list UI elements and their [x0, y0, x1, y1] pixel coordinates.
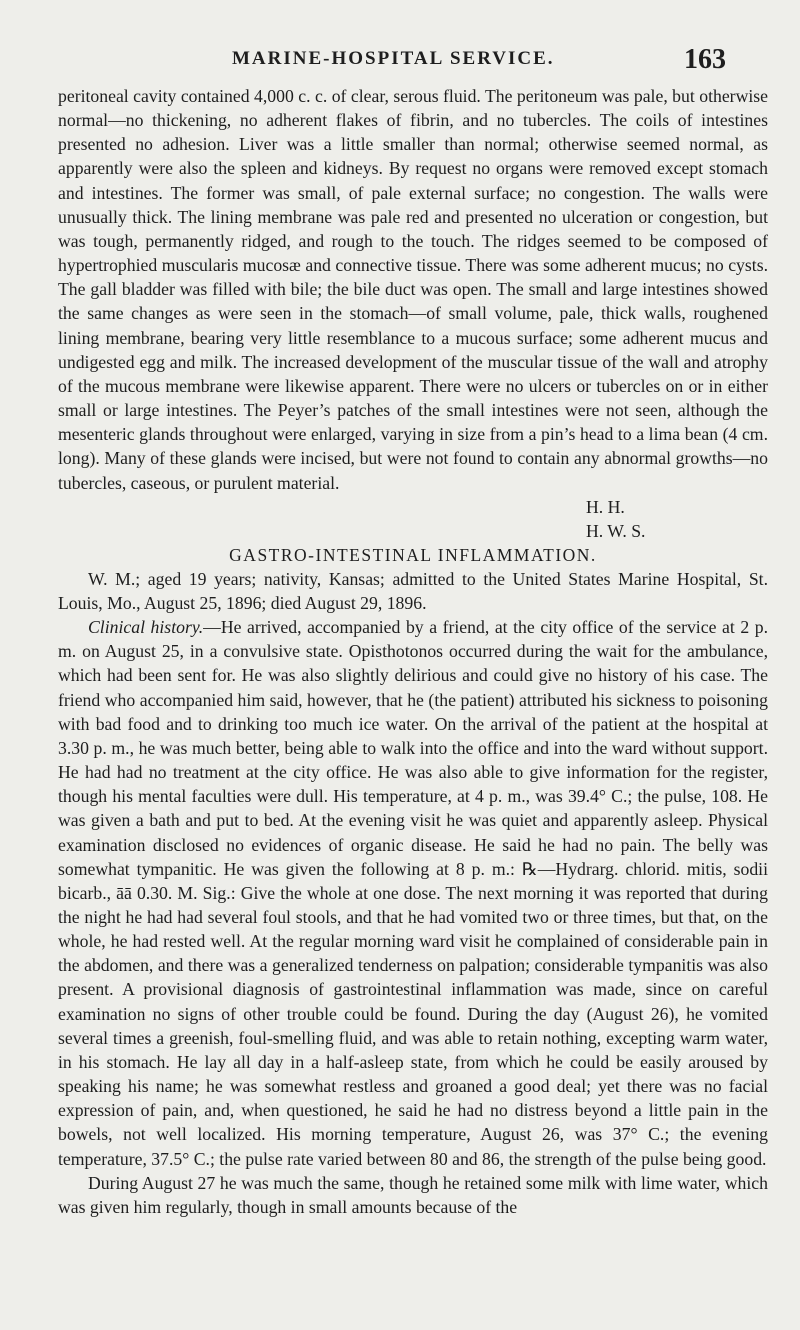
clinical-history-text: —He arrived, accompanied by a friend, at the city office of the service at 2 p. m. on August 25, in a convulsive state. Opisthotonos occurred during the wait for the ambulance, which had been sent for. He was also slightly delirious and could give no history of his case. The friend who accompanied him said, however, that he (the patient) attributed his sickness to poisoning with bad food and to drinking too much ice water. On the arrival of the patient at the hospital at 3.30 p. m., he was much better, being able to walk into the office and into the ward without support. He had had no treatment at the city office. He was also able to give information for the register, though his mental faculties were dull. His temperature, at 4 p. m., was 39.4° C.; the pulse, 108. He was given a bath and put to bed. At the evening visit he was quiet and apparently asleep. Physical examination disclosed no evidences of organic disease. He said he had no pain. The belly was somewhat tympanitic. He was given the following at 8 p. m.: ℞—Hydrarg. chlorid. mitis, sodii bicarb., āā 0.30. M. Sig.: Give the whole at one dose. The next morning it was reported that during the night he had had several foul stools, and that he had vomited two or three times, but that, on the whole, he had rested well. At the regular morning ward visit he complained of considerable pain in the abdomen, and there was a generalized tenderness on palpation; considerable tympanitis was also present. A provisional diagnosis of gastrointestinal inflammation was made, since on careful examination no signs of other trouble could be found. During the day (August 26), he vomited several times a greenish, foul-smelling fluid, and was able to retain nothing, excepting warm water, in his stomach. He lay all day in a half-asleep state, from which he could be easily aroused by speaking his name; he was somewhat restless and groaned a good deal; yet there was no facial expression of pain, and, when questioned, he said he had no distress beyond a little pain in the bowels, not well localized. His morning temperature, August 26, was 37° C.; the evening temperature, 37.5° C.; the pulse rate varied between 80 and 86, the strength of the pulse being good. [58, 617, 768, 1169]
signature-2 [58, 519, 768, 543]
signature-2-text: H. W. S. [586, 520, 646, 541]
case-intro: W. M.; aged 19 years; nativity, Kansas; admitted to the United States Marine Hospital, St. Louis, Mo., August 25, 1896; died August 29, 1896. [58, 568, 768, 613]
signature-1 [58, 495, 768, 519]
clinical-history-paragraph [58, 615, 768, 1171]
autopsy-paragraph: peritoneal cavity contained 4,000 c. c. of clear, serous fluid. The peritoneum was pale, but otherwise normal—no thickening, no adherent flakes of fibrin, and no tubercles. The coils of intestines presented no adhesion. Liver was a little smaller than normal; otherwise seemed normal, as apparently were also the spleen and kidneys. By request no organs were removed except stomach and intestines. The former was small, of pale external surface; no congestion. The walls were unusually thick. The lining membrane was pale red and presented no ulceration or congestion, but was tough, permanently ridged, and rough to the touch. The ridges seemed to be composed of hypertrophied muscularis mucosæ and connective tissue. There was some adherent mucus; no cysts. The gall bladder was filled with bile; the bile duct was open. The small and large intestines showed the same changes as were seen in the stomach—of small volume, pale, thick walls, roughened lining membrane, bearing very little resemblance to a mucous surface; some adherent mucus and undigested egg and milk. The increased development of the muscular tissue of the wall and atrophy of the mucous membrane were likewise apparent. There were no ulcers or tubercles on or in either small or large intestines. The Peyer’s patches of the small intestines were not seen, although the mesenteric glands throughout were enlarged, varying in size from a pin’s head to a lima bean (4 cm. long). Many of these glands were incised, but were not found to contain any abnormal growths—no tubercles, caseous, or purulent material. [58, 86, 768, 493]
body-text [58, 84, 768, 1219]
page-number: 163 [684, 44, 726, 75]
section-title: GASTRO-INTESTINAL INFLAMMATION. [229, 544, 597, 565]
last-paragraph: During August 27 he was much the same, though he retained some milk with lime water, which was given him regularly, though in small amounts because of the [58, 1172, 768, 1217]
running-head [0, 44, 800, 74]
running-title: MARINE-HOSPITAL SERVICE. [232, 48, 555, 69]
signature-1-text: H. H. [586, 496, 625, 517]
clinical-history-label: Clinical history. [88, 617, 204, 638]
